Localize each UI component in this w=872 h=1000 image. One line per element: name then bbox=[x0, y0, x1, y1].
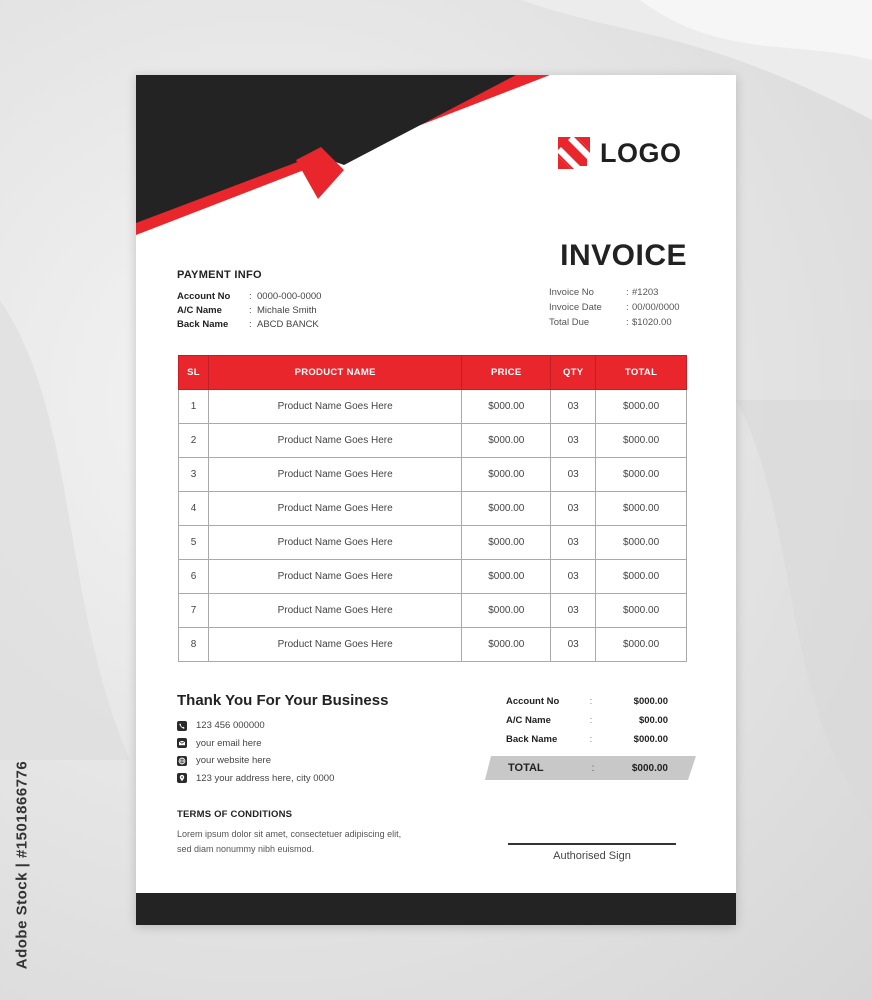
meta-label: Total Due bbox=[549, 317, 590, 328]
payment-label: A/C Name bbox=[177, 304, 222, 316]
cell-total: $000.00 bbox=[596, 424, 687, 458]
table-row bbox=[179, 594, 687, 628]
payment-separator: : bbox=[249, 290, 252, 302]
contact-text: 123 your address here, city 0000 bbox=[196, 772, 335, 784]
cell-product-name: Product Name Goes Here bbox=[208, 526, 461, 560]
header-sl: SL bbox=[179, 356, 209, 390]
cell-sl: 5 bbox=[179, 526, 209, 560]
cell-sl: 3 bbox=[179, 458, 209, 492]
meta-value: #1203 bbox=[632, 287, 659, 298]
email-icon bbox=[177, 738, 187, 748]
summary-row bbox=[506, 730, 668, 749]
cell-sl: 2 bbox=[179, 424, 209, 458]
cell-price: $000.00 bbox=[462, 526, 551, 560]
payment-value: ABCD BANCK bbox=[257, 318, 319, 330]
cell-sl: 8 bbox=[179, 628, 209, 662]
cell-product-name: Product Name Goes Here bbox=[208, 458, 461, 492]
contact-text: your website here bbox=[196, 755, 271, 767]
cell-total: $000.00 bbox=[596, 390, 687, 424]
meta-separator: : bbox=[626, 317, 629, 328]
payment-info-title: PAYMENT INFO bbox=[177, 269, 262, 281]
cell-qty: 03 bbox=[551, 560, 596, 594]
cell-product-name: Product Name Goes Here bbox=[208, 628, 461, 662]
terms-line: sed diam nonummy nibh euismod. bbox=[177, 844, 315, 854]
cell-total: $000.00 bbox=[596, 526, 687, 560]
cell-price: $000.00 bbox=[462, 424, 551, 458]
contact-text: your email here bbox=[196, 737, 262, 749]
cell-product-name: Product Name Goes Here bbox=[208, 424, 461, 458]
signature-label: Authorised Sign bbox=[553, 850, 631, 862]
meta-value: $1020.00 bbox=[632, 317, 672, 328]
contact-address bbox=[177, 770, 334, 788]
cell-total: $000.00 bbox=[596, 492, 687, 526]
cell-qty: 03 bbox=[551, 458, 596, 492]
cell-price: $000.00 bbox=[462, 594, 551, 628]
invoice-title: INVOICE bbox=[560, 239, 687, 272]
cell-qty: 03 bbox=[551, 390, 596, 424]
total-bar bbox=[485, 756, 696, 780]
table-row bbox=[179, 492, 687, 526]
cell-total: $000.00 bbox=[596, 458, 687, 492]
cell-product-name: Product Name Goes Here bbox=[208, 594, 461, 628]
invoice-meta bbox=[549, 285, 680, 330]
cell-total: $000.00 bbox=[596, 560, 687, 594]
payment-label: Back Name bbox=[177, 318, 229, 330]
cell-sl: 4 bbox=[179, 492, 209, 526]
cell-sl: 1 bbox=[179, 390, 209, 424]
contact-phone bbox=[177, 717, 334, 735]
table-row bbox=[179, 390, 687, 424]
summary-value: $000.00 bbox=[633, 696, 668, 707]
cell-qty: 03 bbox=[551, 526, 596, 560]
payment-info bbox=[177, 269, 321, 331]
summary-label: Account No bbox=[506, 696, 560, 707]
summary-row bbox=[506, 692, 668, 711]
payment-row bbox=[177, 289, 321, 303]
table-row bbox=[179, 560, 687, 594]
payment-value: 0000-000-0000 bbox=[257, 290, 322, 302]
cell-qty: 03 bbox=[551, 628, 596, 662]
items-table bbox=[178, 355, 687, 662]
cell-qty: 03 bbox=[551, 424, 596, 458]
summary-value: $000.00 bbox=[633, 734, 668, 745]
payment-value: Michale Smith bbox=[257, 304, 317, 316]
payment-separator: : bbox=[249, 304, 252, 316]
footer-bar bbox=[136, 893, 736, 925]
contact-list bbox=[177, 717, 334, 787]
summary-label: Back Name bbox=[506, 734, 558, 745]
table-row bbox=[179, 424, 687, 458]
total-separator: : bbox=[591, 762, 595, 774]
invoice-page bbox=[136, 75, 736, 925]
cell-price: $000.00 bbox=[462, 560, 551, 594]
location-icon bbox=[177, 773, 187, 783]
meta-value: 00/00/0000 bbox=[632, 302, 680, 313]
payment-separator: : bbox=[249, 318, 252, 330]
contact-text: 123 456 000000 bbox=[196, 720, 265, 732]
terms-text bbox=[177, 827, 437, 857]
summary-separator: : bbox=[589, 734, 593, 745]
cell-sl: 6 bbox=[179, 560, 209, 594]
summary-value: $00.00 bbox=[638, 715, 668, 726]
phone-icon bbox=[177, 721, 187, 731]
stock-watermark: Adobe Stock | #1501866776 bbox=[13, 760, 31, 970]
table-row bbox=[179, 628, 687, 662]
header-total: TOTAL bbox=[596, 356, 687, 390]
invoice-number-row bbox=[549, 285, 680, 300]
table-row bbox=[179, 526, 687, 560]
contact-email bbox=[177, 735, 334, 753]
logo-text: LOGO bbox=[600, 137, 682, 168]
meta-separator: : bbox=[626, 302, 629, 313]
cell-price: $000.00 bbox=[462, 628, 551, 662]
signature-line bbox=[508, 843, 676, 845]
payment-row bbox=[177, 303, 321, 317]
cell-total: $000.00 bbox=[596, 628, 687, 662]
total-value: $000.00 bbox=[631, 762, 668, 774]
payment-label: Account No bbox=[177, 290, 231, 302]
company-logo bbox=[558, 137, 682, 169]
cell-product-name: Product Name Goes Here bbox=[208, 560, 461, 594]
cell-price: $000.00 bbox=[462, 492, 551, 526]
meta-separator: : bbox=[626, 287, 629, 298]
meta-label: Invoice Date bbox=[549, 302, 602, 313]
terms-title: TERMS OF CONDITIONS bbox=[177, 809, 293, 820]
payment-row bbox=[177, 317, 321, 331]
header-qty: QTY bbox=[551, 356, 596, 390]
summary-separator: : bbox=[589, 715, 593, 726]
total-row bbox=[508, 756, 668, 780]
cell-product-name: Product Name Goes Here bbox=[208, 492, 461, 526]
table-header-row bbox=[179, 356, 687, 390]
header-product-name: PRODUCT NAME bbox=[208, 356, 461, 390]
thank-you-heading: Thank You For Your Business bbox=[177, 692, 389, 709]
globe-icon bbox=[177, 756, 187, 766]
invoice-date-row bbox=[549, 300, 680, 315]
summary-label: A/C Name bbox=[506, 715, 551, 726]
total-due-row bbox=[549, 315, 680, 330]
cell-total: $000.00 bbox=[596, 594, 687, 628]
total-label: TOTAL bbox=[508, 762, 544, 774]
summary-row bbox=[506, 711, 668, 730]
cell-qty: 03 bbox=[551, 594, 596, 628]
summary-separator: : bbox=[589, 696, 593, 707]
cell-sl: 7 bbox=[179, 594, 209, 628]
contact-website bbox=[177, 752, 334, 770]
cell-product-name: Product Name Goes Here bbox=[208, 390, 461, 424]
cell-qty: 03 bbox=[551, 492, 596, 526]
summary-block bbox=[506, 692, 668, 749]
terms-line: Lorem ipsum dolor sit amet, consectetuer adipiscing elit, bbox=[177, 829, 402, 839]
logo-mark-icon bbox=[558, 137, 590, 169]
cell-price: $000.00 bbox=[462, 458, 551, 492]
meta-label: Invoice No bbox=[549, 287, 594, 298]
cell-price: $000.00 bbox=[462, 390, 551, 424]
table-row bbox=[179, 458, 687, 492]
header-price: PRICE bbox=[462, 356, 551, 390]
